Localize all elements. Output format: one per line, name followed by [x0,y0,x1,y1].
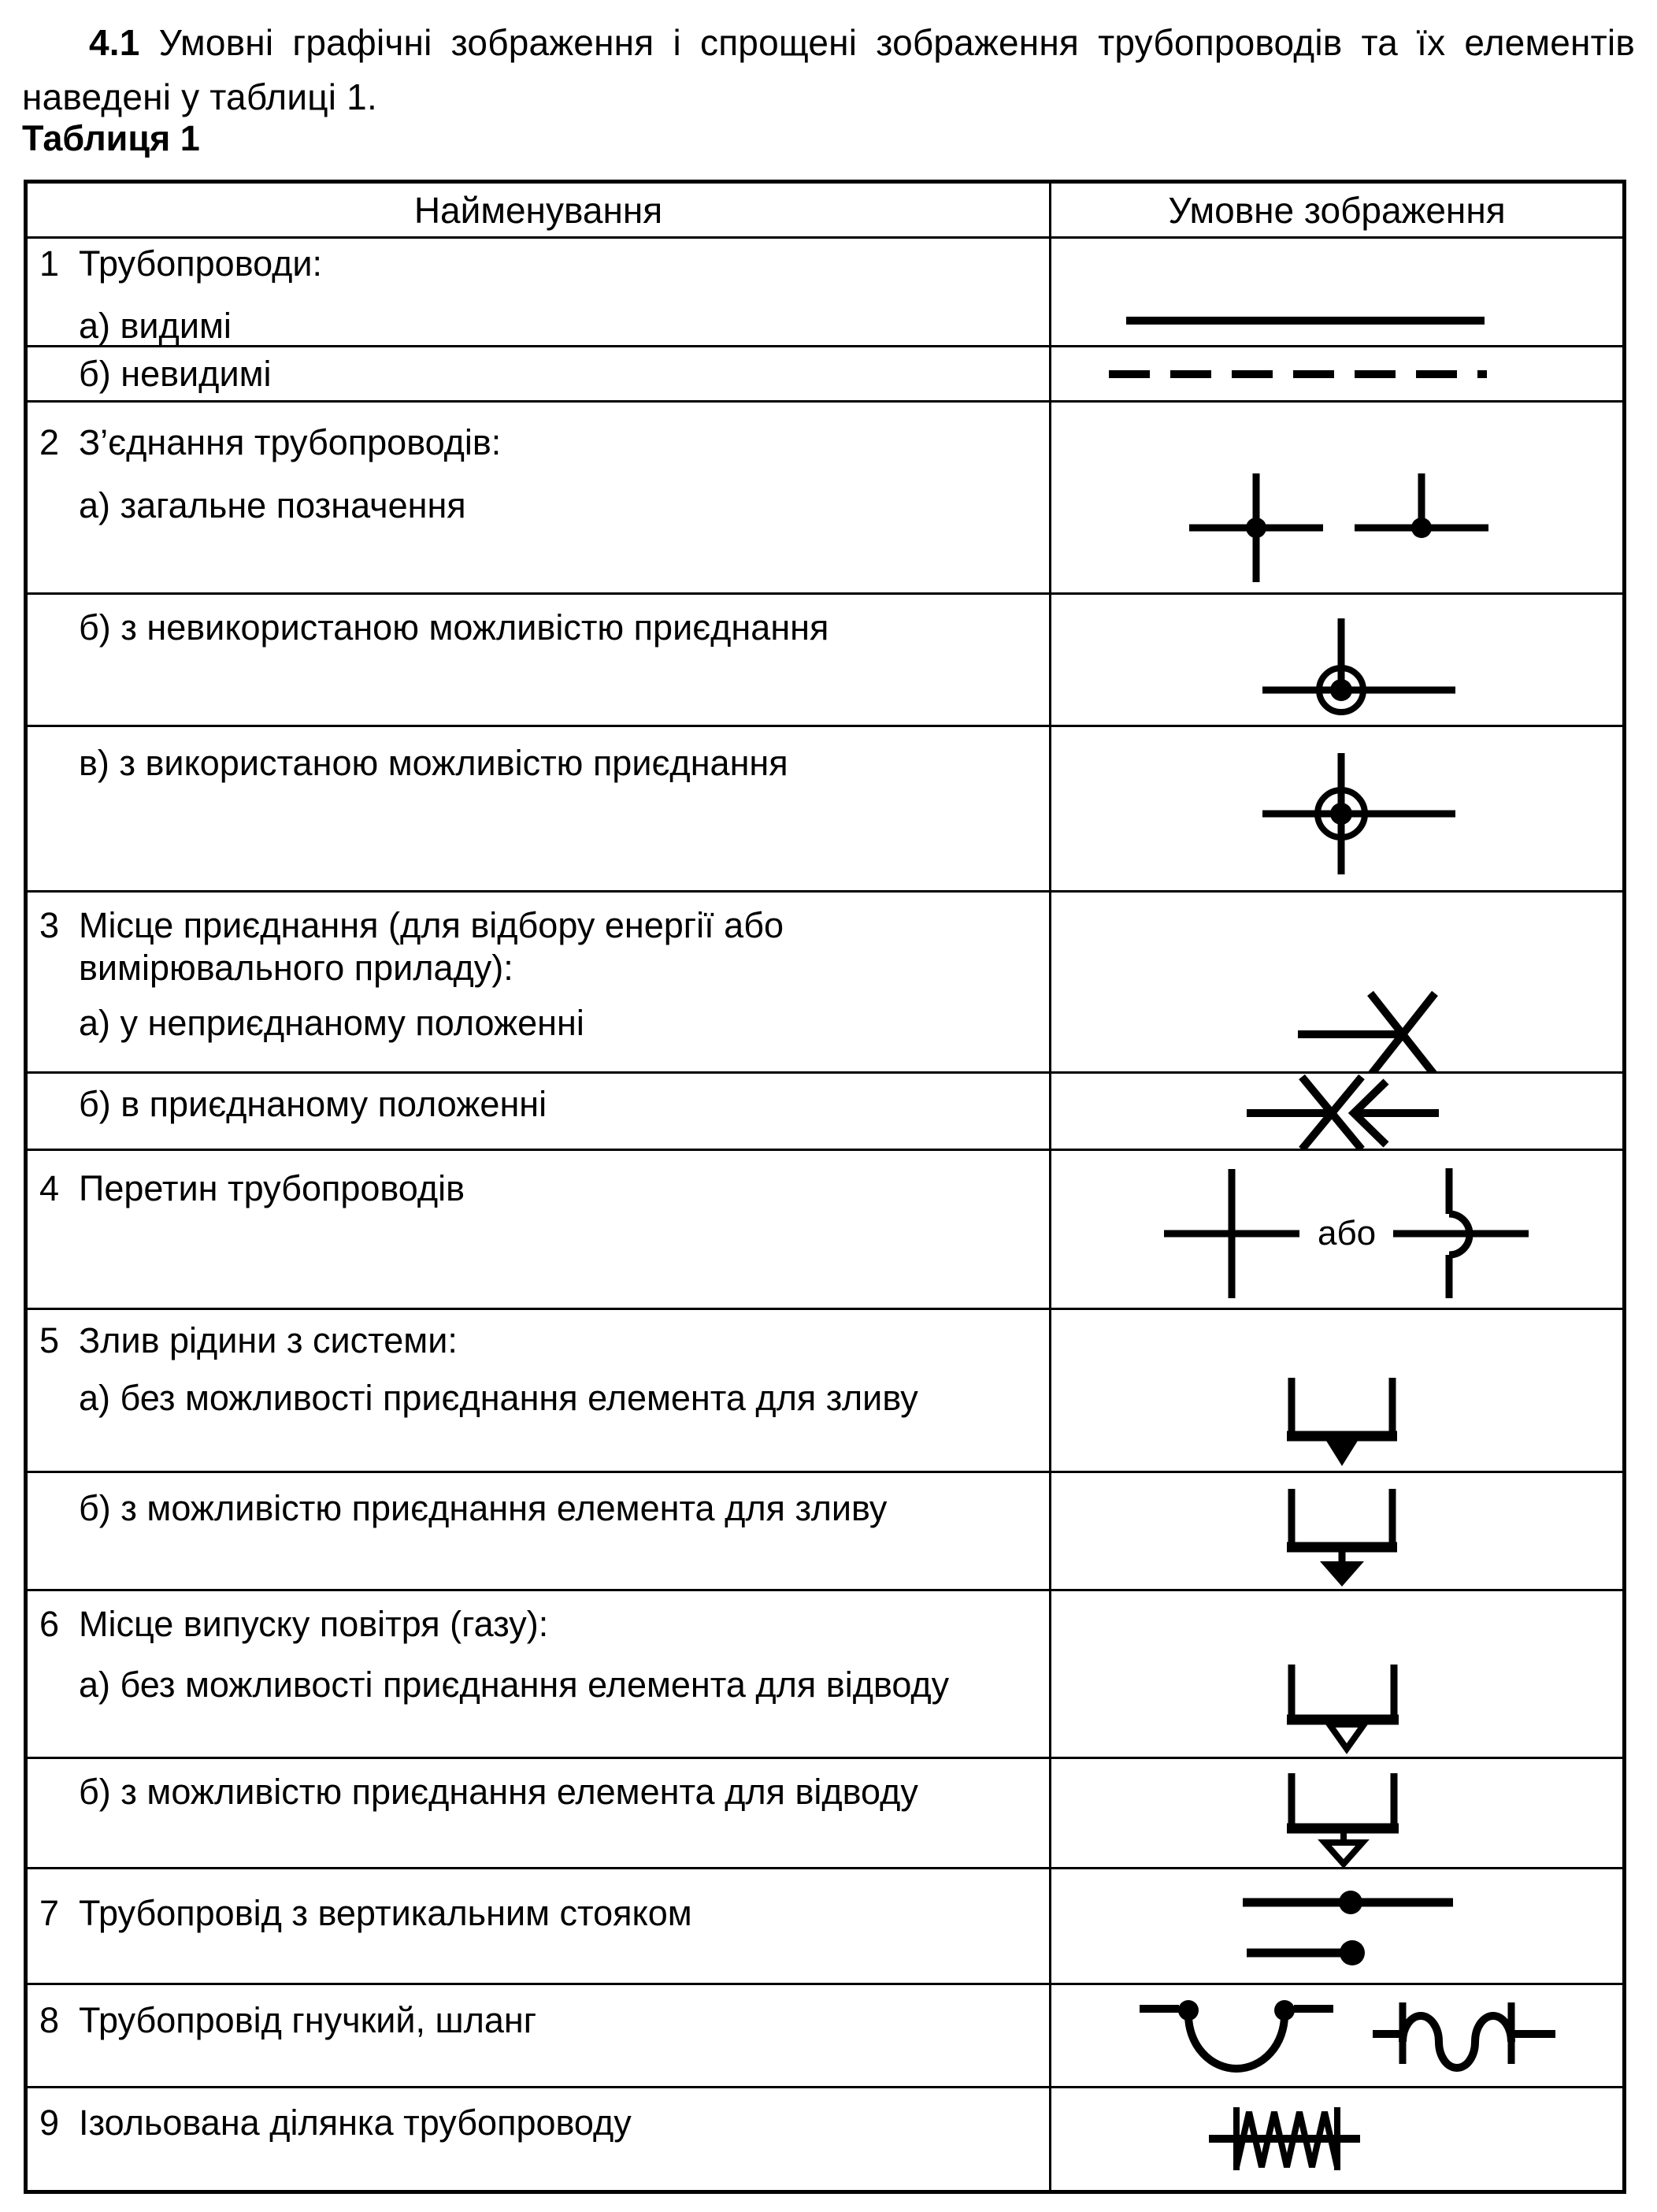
row-title: Трубопроводи: [79,243,323,284]
clause-number: 4.1 [89,22,140,63]
row-label: Трубопровід гнучкий, шланг [79,2000,537,2040]
row-number: 5 [39,1320,60,1360]
row-title-line [39,1604,548,1645]
connection-used-port-circle-dot-icon [1051,727,1622,890]
row-label: а) видимі [79,306,232,346]
row-label: б) з можливістю приєднання елемента для зливу [79,1488,888,1528]
row-title: Місце приєднання (для відбору енергії або [79,905,784,945]
air-vent-no-attachment-icon [1051,1591,1622,1757]
row-label: б) в приєднаному положенні [79,1084,547,1124]
pipeline-invisible-dashed-line-icon [1051,347,1622,400]
table-row [28,236,1622,345]
table-row [28,1071,1622,1149]
attachment-point-attached-x-arrow-icon [1051,1074,1622,1149]
row-label: в) з використаною можливістю приєднання [79,743,788,783]
table-row [28,345,1622,400]
row-title-line [39,243,322,284]
row-title-line [39,1893,692,1934]
insulated-pipeline-section-zigzag-icon [1051,2088,1622,2190]
row-title-line [39,905,784,946]
row-number: 8 [39,2000,60,2040]
row-label: а) загальне позначення [79,485,466,525]
row-title: Місце випуску повітря (газу): [79,1604,549,1644]
pipeline-vertical-riser-dot-lines-icon [1051,1869,1622,1983]
connection-general-cross-dot-icon [1051,403,1622,592]
row-title-line [39,422,501,463]
row-label: Ізольована ділянка трубопроводу [79,2103,632,2143]
table-row [28,400,1622,592]
row-title-continued: вимірювального приладу): [79,948,513,988]
liquid-drain-no-attachment-icon [1051,1310,1622,1471]
clause-text: Умовні графічні зображення і спрощені зображення трубопроводів та їх елементів наведені у таблиці 1. [22,22,1635,117]
attachment-point-detached-x-icon [1051,893,1622,1071]
intro-paragraph [22,16,1635,124]
row-title: Злив рідини з системи: [79,1320,458,1360]
row-number: 3 [39,905,60,945]
table-row [28,592,1622,725]
table-row [28,1308,1622,1471]
flexible-pipe-hose-loop-wave-icon [1051,1985,1622,2086]
row-title-line [39,2103,632,2143]
row-label: б) з можливістю приєднання елемента для відводу [79,1772,918,1812]
row-title-line [39,1320,458,1361]
table-row [28,890,1622,1071]
table-row [28,2086,1622,2190]
table-row [28,1471,1622,1589]
liquid-drain-with-attachment-icon [1051,1473,1622,1589]
table-row [28,1589,1622,1757]
symbols-table [24,180,1626,2194]
row-title: З’єднання трубопроводів: [79,422,502,462]
row-number: 4 [39,1168,60,1208]
table-row [28,1983,1622,2086]
row-number: 2 [39,422,60,462]
row-title-line [39,1168,465,1209]
table-row [28,1149,1622,1308]
row-number: 1 [39,243,60,284]
row-label: б) з невикористаною можливістю приєднання [79,607,829,648]
row-label: а) у неприєднаному положенні [79,1003,584,1043]
table-row [28,1867,1622,1983]
table-row [28,725,1622,890]
or-label: або [1318,1214,1377,1253]
row-label: Трубопровід з вертикальним стояком [79,1893,692,1933]
row-number: 9 [39,2103,60,2143]
table-row [28,1757,1622,1867]
row-label: а) без можливості приєднання елемента для відводу [79,1665,950,1705]
connection-unused-port-circle-dot-icon [1051,595,1622,725]
row-title-line [39,2000,536,2041]
table-caption: Таблиця 1 [22,118,200,158]
header-name-cell: Найменування [28,184,1051,236]
pipeline-visible-solid-line-icon [1051,239,1622,345]
air-vent-with-attachment-icon [1051,1759,1622,1867]
row-label: а) без можливості приєднання елемента для зливу [79,1378,918,1418]
header-symbol-cell: Умовне зображення [1168,189,1506,231]
table-header-row [28,184,1622,236]
row-number: 7 [39,1893,60,1933]
row-label: Перетин трубопроводів [79,1168,465,1208]
row-number: 6 [39,1604,60,1644]
row-label: б) невидимі [79,354,272,394]
